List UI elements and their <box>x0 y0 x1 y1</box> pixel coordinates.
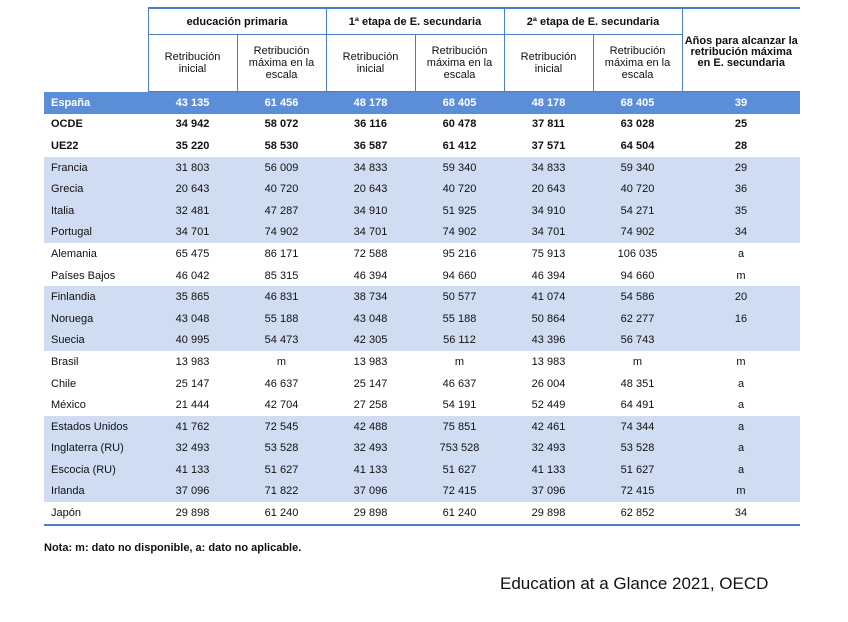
salary-cell: 54 586 <box>593 286 682 308</box>
years-cell: a <box>682 416 800 438</box>
salary-cell: 106 035 <box>593 243 682 265</box>
salary-cell: 59 340 <box>593 157 682 179</box>
teacher-salary-table <box>44 7 800 526</box>
salary-cell: 54 271 <box>593 200 682 222</box>
salary-cell: 72 545 <box>237 416 326 438</box>
country-cell: Portugal <box>44 222 148 244</box>
salary-cell: 68 405 <box>593 92 682 114</box>
salary-cell: 60 478 <box>415 114 504 136</box>
salary-cell: 37 096 <box>504 481 593 503</box>
salary-cell: 51 627 <box>415 459 504 481</box>
salary-cell: 62 852 <box>593 502 682 525</box>
source-caption: Education at a Glance 2021, OECD <box>500 574 769 593</box>
years-cell: 34 <box>682 222 800 244</box>
country-cell: Grecia <box>44 178 148 200</box>
salary-cell: 50 577 <box>415 286 504 308</box>
salary-cell: 31 803 <box>148 157 237 179</box>
salary-cell: 42 305 <box>326 330 415 352</box>
years-cell: a <box>682 394 800 416</box>
salary-cell: 42 488 <box>326 416 415 438</box>
subheader-max: Retribución máxima en la escala <box>593 35 682 92</box>
table-row <box>44 243 800 265</box>
salary-cell: 13 983 <box>148 351 237 373</box>
salary-cell: 74 902 <box>237 222 326 244</box>
salary-cell: 46 394 <box>504 265 593 287</box>
salary-cell: 48 178 <box>504 92 593 114</box>
salary-cell: 20 643 <box>504 178 593 200</box>
salary-cell: 61 240 <box>415 502 504 525</box>
subheader-initial: Retribución inicial <box>148 35 237 92</box>
salary-cell: 37 571 <box>504 135 593 157</box>
salary-cell: 32 493 <box>326 438 415 460</box>
salary-cell: 75 851 <box>415 416 504 438</box>
salary-cell: 25 147 <box>148 373 237 395</box>
header-years-to-max: Años para alcanzar la retribución máxima en E. secundaria <box>682 8 800 92</box>
salary-cell: 52 449 <box>504 394 593 416</box>
salary-cell: 21 444 <box>148 394 237 416</box>
salary-cell: 54 191 <box>415 394 504 416</box>
header-upper-secondary: 2ª etapa de E. secundaria <box>504 8 682 35</box>
salary-cell: 29 898 <box>326 502 415 525</box>
salary-cell: 53 528 <box>593 438 682 460</box>
years-cell: 16 <box>682 308 800 330</box>
years-cell: a <box>682 459 800 481</box>
table-row <box>44 481 800 503</box>
country-cell: Brasil <box>44 351 148 373</box>
years-cell <box>682 330 800 352</box>
table-row <box>44 459 800 481</box>
years-cell: m <box>682 481 800 503</box>
table-row <box>44 416 800 438</box>
salary-cell: 34 833 <box>504 157 593 179</box>
salary-cell: 61 456 <box>237 92 326 114</box>
salary-cell: 753 528 <box>415 438 504 460</box>
country-cell: Francia <box>44 157 148 179</box>
years-cell: a <box>682 243 800 265</box>
salary-cell: 13 983 <box>504 351 593 373</box>
salary-cell: 40 720 <box>415 178 504 200</box>
salary-cell: 26 004 <box>504 373 593 395</box>
salary-cell: 43 135 <box>148 92 237 114</box>
table-row <box>44 373 800 395</box>
table-row <box>44 438 800 460</box>
footnote: Nota: m: dato no disponible, a: dato no aplicable. <box>44 542 302 554</box>
salary-cell: 56 112 <box>415 330 504 352</box>
salary-cell: 55 188 <box>415 308 504 330</box>
salary-cell: 59 340 <box>415 157 504 179</box>
salary-cell: 41 762 <box>148 416 237 438</box>
salary-cell: 63 028 <box>593 114 682 136</box>
salary-cell: 27 258 <box>326 394 415 416</box>
salary-cell: 86 171 <box>237 243 326 265</box>
country-cell: Finlandia <box>44 286 148 308</box>
years-cell: 39 <box>682 92 800 114</box>
table-row <box>44 157 800 179</box>
salary-cell: 32 493 <box>148 438 237 460</box>
country-cell: México <box>44 394 148 416</box>
country-cell: Japón <box>44 502 148 525</box>
years-cell: a <box>682 438 800 460</box>
salary-cell: 42 704 <box>237 394 326 416</box>
salary-cell: 61 412 <box>415 135 504 157</box>
salary-cell: 34 701 <box>326 222 415 244</box>
table-row <box>44 135 800 157</box>
years-cell: 25 <box>682 114 800 136</box>
corner-cell-2 <box>44 35 148 92</box>
salary-cell: m <box>593 351 682 373</box>
salary-cell: 72 415 <box>415 481 504 503</box>
salary-cell: 43 048 <box>326 308 415 330</box>
salary-cell: 85 315 <box>237 265 326 287</box>
country-cell: OCDE <box>44 114 148 136</box>
salary-cell: 58 530 <box>237 135 326 157</box>
table-row <box>44 308 800 330</box>
country-cell: UE22 <box>44 135 148 157</box>
subheader-max: Retribución máxima en la escala <box>237 35 326 92</box>
salary-cell: 43 396 <box>504 330 593 352</box>
salary-cell: 62 277 <box>593 308 682 330</box>
salary-cell: 94 660 <box>415 265 504 287</box>
salary-cell: 46 831 <box>237 286 326 308</box>
salary-cell: 56 743 <box>593 330 682 352</box>
salary-cell: 74 902 <box>593 222 682 244</box>
salary-cell: 34 701 <box>504 222 593 244</box>
country-cell: Chile <box>44 373 148 395</box>
country-cell: Países Bajos <box>44 265 148 287</box>
table-row <box>44 330 800 352</box>
years-cell: 20 <box>682 286 800 308</box>
salary-cell: 56 009 <box>237 157 326 179</box>
salary-cell: 40 720 <box>237 178 326 200</box>
salary-cell: 47 287 <box>237 200 326 222</box>
salary-cell: 71 822 <box>237 481 326 503</box>
header-lower-secondary: 1ª etapa de E. secundaria <box>326 8 504 35</box>
years-cell: 28 <box>682 135 800 157</box>
salary-cell: 46 042 <box>148 265 237 287</box>
salary-cell: 29 898 <box>504 502 593 525</box>
years-cell: a <box>682 373 800 395</box>
salary-cell: 34 833 <box>326 157 415 179</box>
salary-cell: 41 133 <box>148 459 237 481</box>
salary-cell: 46 637 <box>237 373 326 395</box>
salary-cell: 34 910 <box>326 200 415 222</box>
header-primary: educación primaria <box>148 8 326 35</box>
table-row <box>44 394 800 416</box>
country-cell: Suecia <box>44 330 148 352</box>
table-row <box>44 92 800 114</box>
salary-cell: 61 240 <box>237 502 326 525</box>
salary-cell: 36 116 <box>326 114 415 136</box>
salary-cell: 37 096 <box>326 481 415 503</box>
salary-cell: 35 220 <box>148 135 237 157</box>
salary-cell: 40 720 <box>593 178 682 200</box>
salary-cell: 94 660 <box>593 265 682 287</box>
salary-cell: 50 864 <box>504 308 593 330</box>
salary-cell: 58 072 <box>237 114 326 136</box>
salary-cell: 65 475 <box>148 243 237 265</box>
salary-cell: 38 734 <box>326 286 415 308</box>
years-cell: 29 <box>682 157 800 179</box>
salary-cell: 46 394 <box>326 265 415 287</box>
subheader-initial: Retribución inicial <box>504 35 593 92</box>
salary-cell: 13 983 <box>326 351 415 373</box>
salary-cell: 34 910 <box>504 200 593 222</box>
salary-cell: 51 627 <box>593 459 682 481</box>
salary-cell: 51 627 <box>237 459 326 481</box>
salary-cell: m <box>237 351 326 373</box>
salary-cell: 72 415 <box>593 481 682 503</box>
country-cell: Alemania <box>44 243 148 265</box>
salary-cell: 48 351 <box>593 373 682 395</box>
salary-cell: 35 865 <box>148 286 237 308</box>
salary-cell: m <box>415 351 504 373</box>
salary-cell: 43 048 <box>148 308 237 330</box>
salary-table-container <box>44 7 800 526</box>
years-cell: m <box>682 351 800 373</box>
salary-cell: 25 147 <box>326 373 415 395</box>
country-cell: España <box>44 92 148 114</box>
salary-cell: 34 701 <box>148 222 237 244</box>
salary-cell: 54 473 <box>237 330 326 352</box>
subheader-max: Retribución máxima en la escala <box>415 35 504 92</box>
salary-cell: 74 344 <box>593 416 682 438</box>
salary-cell: 55 188 <box>237 308 326 330</box>
salary-cell: 40 995 <box>148 330 237 352</box>
salary-cell: 37 811 <box>504 114 593 136</box>
corner-cell <box>44 8 148 35</box>
salary-cell: 95 216 <box>415 243 504 265</box>
salary-cell: 41 133 <box>504 459 593 481</box>
salary-cell: 64 491 <box>593 394 682 416</box>
table-row <box>44 265 800 287</box>
country-cell: Italia <box>44 200 148 222</box>
salary-cell: 46 637 <box>415 373 504 395</box>
salary-cell: 36 587 <box>326 135 415 157</box>
salary-cell: 20 643 <box>148 178 237 200</box>
years-cell: 34 <box>682 502 800 525</box>
salary-cell: 34 942 <box>148 114 237 136</box>
salary-cell: 41 074 <box>504 286 593 308</box>
table-row <box>44 200 800 222</box>
country-cell: Irlanda <box>44 481 148 503</box>
table-row <box>44 178 800 200</box>
years-cell: 36 <box>682 178 800 200</box>
salary-cell: 48 178 <box>326 92 415 114</box>
salary-cell: 32 493 <box>504 438 593 460</box>
country-cell: Estados Unidos <box>44 416 148 438</box>
years-cell: m <box>682 265 800 287</box>
salary-cell: 29 898 <box>148 502 237 525</box>
salary-cell: 68 405 <box>415 92 504 114</box>
salary-cell: 42 461 <box>504 416 593 438</box>
salary-cell: 37 096 <box>148 481 237 503</box>
salary-cell: 72 588 <box>326 243 415 265</box>
salary-cell: 20 643 <box>326 178 415 200</box>
salary-cell: 53 528 <box>237 438 326 460</box>
salary-cell: 41 133 <box>326 459 415 481</box>
table-row <box>44 351 800 373</box>
salary-cell: 75 913 <box>504 243 593 265</box>
table-row <box>44 222 800 244</box>
country-cell: Inglaterra (RU) <box>44 438 148 460</box>
years-cell: 35 <box>682 200 800 222</box>
table-row <box>44 502 800 525</box>
subheader-initial: Retribución inicial <box>326 35 415 92</box>
salary-cell: 32 481 <box>148 200 237 222</box>
table-body <box>44 92 800 525</box>
salary-cell: 74 902 <box>415 222 504 244</box>
table-row <box>44 286 800 308</box>
salary-cell: 64 504 <box>593 135 682 157</box>
table-row <box>44 114 800 136</box>
country-cell: Noruega <box>44 308 148 330</box>
salary-cell: 51 925 <box>415 200 504 222</box>
country-cell: Escocia (RU) <box>44 459 148 481</box>
